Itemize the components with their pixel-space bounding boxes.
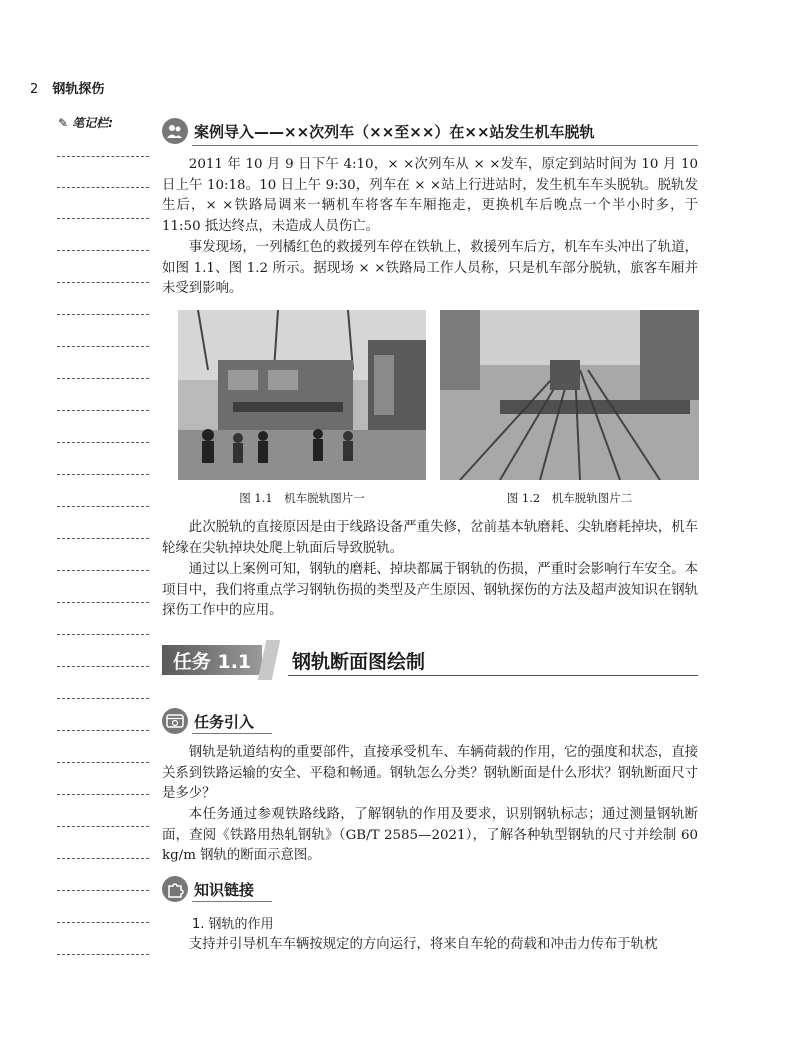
note-line	[57, 442, 149, 443]
analysis-paragraph-1: 此次脱轨的直接原因是由于线路设备严重失修，岔前基本轨磨耗、尖轨磨耗掉块，机车轮缘在尖轨掉块处爬上轨面后导致脱轨。	[162, 520, 698, 556]
note-line	[57, 156, 149, 157]
note-line	[57, 474, 149, 475]
note-line	[57, 602, 149, 603]
figure-1-2-photo	[440, 310, 699, 480]
note-line	[57, 666, 149, 667]
task-title: 钢轨断面图绘制	[292, 651, 426, 673]
note-line	[57, 730, 149, 731]
case-intro-heading	[162, 118, 595, 144]
knowledge-rule	[192, 901, 272, 902]
note-line	[57, 794, 149, 795]
knowledge-subheading: 1. 钢轨的作用	[192, 917, 274, 932]
note-line	[57, 187, 149, 188]
case-paragraph-2: 事发现场，一列橘红色的救援列车停在铁轨上，救援列车后方，机车车头冲出了轨道，如图 1.1、图 1.2 所示。据现场 × ×铁路局工作人员称，只是机车部分脱轨，旅客车厢并未受到影响。	[162, 240, 698, 297]
case-paragraph-1: 2011 年 10 月 9 日下午 4:10，× ×次列车从 × ×发车，原定到站时间为 10 月 10 日上午 10:18。10 日上午 9:30，列车在 × ×站上行进站时，发生机车车头脱轨。脱轨发生后，× ×铁路局调来一辆机车将客车车厢拖走，更换机车后晚点一个半小时多，于 11:50 抵达终点，未造成人员伤亡。	[162, 157, 698, 234]
knowledge-heading	[162, 876, 254, 902]
note-line	[57, 922, 149, 923]
note-line	[57, 570, 149, 571]
note-line	[57, 506, 149, 507]
notes-label-text: 笔记栏:	[72, 116, 114, 130]
analysis-paragraph-2: 通过以上案例可知，钢轨的磨耗、掉块都属于钢轨的伤损，严重时会影响行车安全。本项目中，我们将重点学习钢轨伤损的类型及产生原因、钢轨探伤的方法及超声波知识在钢轨探伤工作中的应用。	[162, 562, 698, 619]
task-intro-heading	[162, 708, 254, 734]
figure-1-1-photo	[178, 310, 426, 480]
book-title: 钢轨探伤	[52, 82, 105, 97]
note-line	[57, 346, 149, 347]
puzzle-icon	[162, 876, 188, 902]
page-header	[30, 78, 104, 97]
case-intro-title: 案例导入——××次列车（××至××）在××站发生机车脱轨	[194, 122, 595, 141]
task-badge: 任务 1.1	[162, 645, 262, 675]
page-number: 2	[30, 82, 39, 97]
task-intro-rule	[192, 733, 272, 734]
note-line	[57, 218, 149, 219]
note-line	[57, 410, 149, 411]
note-line	[57, 858, 149, 859]
task-rule	[288, 675, 698, 676]
note-line	[57, 890, 149, 891]
pencil-icon: ✎	[58, 116, 69, 130]
note-line	[57, 634, 149, 635]
figure-1-1-caption: 图 1.1 机车脱轨图片一	[239, 491, 365, 505]
note-line	[57, 762, 149, 763]
task-paragraph-2: 本任务通过参观铁路线路，了解钢轨的作用及要求，识别钢轨标志；通过测量钢轨断面，查阅《铁路用热轧钢轨》（GB/T 2585—2021），了解各种轨型钢轨的尺寸并绘制 60 kg/m 钢轨的断面示意图。	[162, 807, 698, 864]
figure-1-2-caption: 图 1.2 机车脱轨图片二	[506, 491, 633, 505]
task-intro-title: 任务引入	[194, 712, 255, 731]
note-line	[57, 282, 149, 283]
note-line	[57, 538, 149, 539]
note-line	[57, 250, 149, 251]
web-icon	[162, 708, 188, 734]
note-line	[57, 378, 149, 379]
note-line	[57, 314, 149, 315]
note-line	[57, 826, 149, 827]
task-paragraph-1: 钢轨是轨道结构的重要部件，直接承受机车、车辆荷载的作用，它的强度和状态，直接关系到铁路运输的安全、平稳和畅通。钢轨怎么分类？钢轨断面是什么形状？钢轨断面尺寸是多少？	[162, 745, 698, 802]
note-line	[57, 698, 149, 699]
notes-label	[58, 114, 113, 131]
people-icon	[162, 118, 188, 144]
knowledge-title: 知识链接	[194, 880, 255, 899]
case-intro-rule	[192, 145, 698, 146]
knowledge-paragraph: 支持并引导机车车辆按规定的方向运行，将来自车轮的荷载和冲击力传布于轨枕	[188, 937, 658, 952]
note-line	[57, 954, 149, 955]
